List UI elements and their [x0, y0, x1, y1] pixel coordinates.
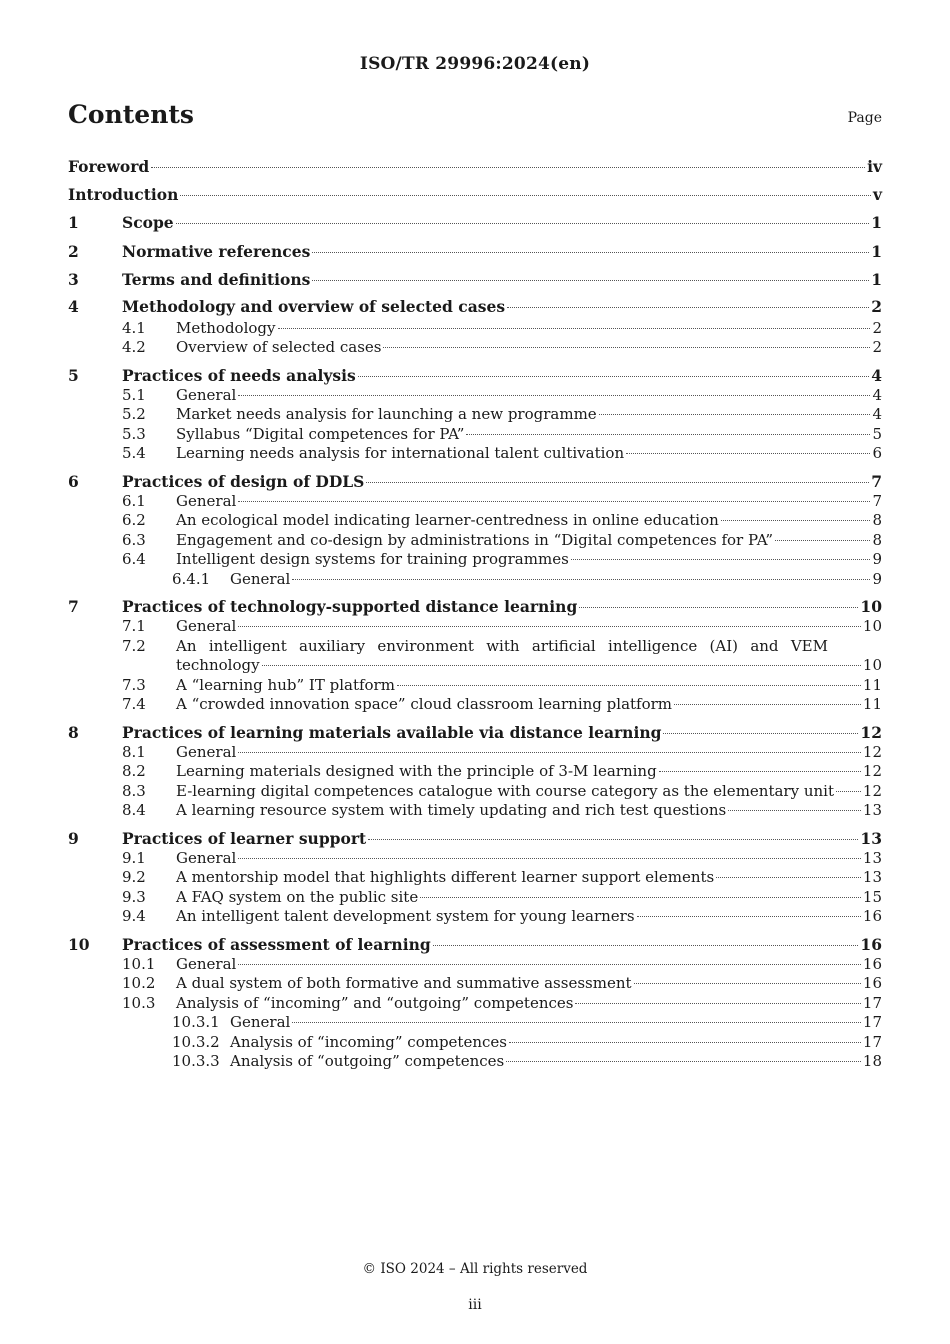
toc-clause-number: 10.3.1: [172, 1013, 220, 1032]
leader-dots: [775, 540, 870, 541]
toc-entry-9-3[interactable]: [68, 888, 882, 908]
leader-dots: [366, 482, 869, 483]
toc-entry-title-line-2: technology: [176, 656, 260, 675]
toc-page-number: 4: [872, 405, 882, 424]
toc-entry-title: General: [176, 954, 237, 973]
toc-entry-7-2[interactable]: [68, 637, 882, 657]
toc-entry-10-3-1[interactable]: [68, 1013, 882, 1033]
toc-entry-title: Methodology and overview of selected cases: [122, 296, 506, 316]
toc-page-number: 12: [860, 722, 882, 742]
toc-entry-title: Engagement and co-design by administrations in “Digital competences for PA”: [176, 530, 773, 549]
toc-entry-10-2[interactable]: [68, 974, 882, 994]
table-of-contents: [68, 153, 882, 1072]
toc-page-number: 16: [860, 934, 882, 954]
toc-page-number: 16: [862, 974, 882, 993]
leader-dots: [433, 945, 859, 946]
toc-entry-title: Foreword: [68, 157, 150, 176]
toc-entry-7-1[interactable]: [68, 617, 882, 637]
toc-clause-number: 7: [68, 597, 79, 617]
leader-dots: [728, 810, 861, 811]
toc-clause-number: 1: [68, 213, 79, 233]
toc-page-number: 2: [872, 338, 882, 357]
toc-entry-1[interactable]: [68, 209, 882, 237]
toc-entry-6-3[interactable]: [68, 531, 882, 551]
toc-entry-6-2[interactable]: [68, 511, 882, 531]
toc-page-number: 1: [871, 241, 882, 261]
toc-entry-title: Analysis of “incoming” and “outgoing” competences: [176, 993, 574, 1012]
toc-entry-foreword[interactable]: [68, 153, 882, 181]
leader-dots: [721, 520, 871, 521]
toc-clause-number: 9: [68, 828, 79, 848]
toc-page-number: 6: [872, 444, 882, 463]
toc-entry-6-1[interactable]: [68, 492, 882, 512]
toc-entry-title: Methodology: [176, 318, 276, 337]
leader-dots: [674, 704, 861, 705]
toc-clause-number: 4: [68, 296, 79, 316]
leader-dots: [836, 791, 861, 792]
toc-entry-8-3[interactable]: [68, 782, 882, 802]
toc-entry-title: A “crowded innovation space” cloud classroom learning platform: [176, 695, 673, 714]
toc-clause-number: 5.4: [122, 444, 146, 463]
toc-entry-title: Syllabus “Digital competences for PA”: [176, 424, 465, 443]
toc-entry-4-2[interactable]: [68, 338, 882, 358]
toc-entry-title: Practices of learner support: [122, 828, 367, 848]
document-id-header: ISO/TR 29996:2024(en): [359, 54, 591, 74]
toc-entry-title: General: [230, 569, 291, 588]
leader-dots: [292, 1022, 861, 1023]
leader-dots: [397, 685, 861, 686]
leader-dots: [571, 559, 871, 560]
toc-clause-number: 6.2: [122, 511, 146, 530]
leader-dots: [292, 579, 870, 580]
toc-page-number: 4: [872, 385, 882, 404]
toc-entry-title: An ecological model indicating learner-centredness in online education: [176, 511, 719, 530]
toc-page-number: 17: [862, 1032, 882, 1051]
toc-page-number: 12: [862, 781, 882, 800]
toc-page-number: 9: [872, 550, 882, 569]
toc-entry-5-1[interactable]: [68, 386, 882, 406]
toc-entry-title: General: [230, 1013, 291, 1032]
copyright-notice: © ISO 2024 – All rights reserved: [362, 1261, 588, 1277]
toc-clause-number: 2: [68, 241, 79, 261]
leader-dots: [507, 307, 869, 308]
toc-entry-7-4[interactable]: [68, 695, 882, 715]
toc-page-number: 7: [871, 471, 882, 491]
toc-clause-number: 4.2: [122, 338, 146, 357]
toc-entry-7[interactable]: [68, 597, 882, 617]
toc-entry-10-3-3[interactable]: [68, 1052, 882, 1072]
toc-entry-2[interactable]: [68, 238, 882, 266]
toc-page-number: 13: [862, 868, 882, 887]
toc-entry-title: Analysis of “incoming” competences: [230, 1032, 507, 1051]
leader-dots: [599, 414, 871, 415]
toc-clause-number: 5.1: [122, 385, 146, 404]
toc-entry-5-4[interactable]: [68, 444, 882, 464]
toc-clause-number: 6: [68, 471, 79, 491]
toc-entry-8-4[interactable]: [68, 801, 882, 821]
toc-entry-title: Analysis of “outgoing” competences: [230, 1052, 505, 1071]
leader-dots: [368, 839, 858, 840]
toc-page-number: 16: [862, 907, 882, 926]
toc-page-number: 11: [862, 675, 882, 694]
toc-clause-number: 10.2: [122, 974, 156, 993]
toc-page-number: 18: [862, 1052, 882, 1071]
toc-entry-10-3[interactable]: [68, 994, 882, 1014]
toc-entry-title: Learning materials designed with the principle of 3-M learning: [176, 762, 657, 781]
toc-page-number: 8: [872, 511, 882, 530]
toc-entry-6-4-1[interactable]: [68, 570, 882, 590]
toc-page-number: 13: [862, 848, 882, 867]
toc-entry-6[interactable]: [68, 472, 882, 492]
toc-entry-8[interactable]: [68, 723, 882, 743]
toc-entry-title: Terms and definitions: [122, 269, 311, 289]
toc-page-number: 9: [872, 569, 882, 588]
toc-entry-9-1[interactable]: [68, 849, 882, 869]
toc-entry-title: Intelligent design systems for training programmes: [176, 550, 569, 569]
toc-entry-8-2[interactable]: [68, 762, 882, 782]
leader-dots: [626, 453, 870, 454]
leader-dots: [579, 607, 858, 608]
toc-entry-title-line-1: An intelligent auxiliary environment with artificial intelligence (AI) and VEM: [176, 636, 828, 655]
leader-dots: [151, 167, 865, 168]
toc-entry-title: Introduction: [68, 185, 179, 205]
toc-entry-3[interactable]: [68, 266, 882, 294]
leader-dots: [278, 328, 871, 329]
toc-clause-number: 10.3: [122, 993, 156, 1012]
toc-entry-5-2[interactable]: [68, 405, 882, 425]
toc-entry-title: Practices of needs analysis: [122, 365, 356, 385]
toc-entry-title: General: [176, 617, 237, 636]
leader-dots: [466, 434, 870, 435]
toc-clause-number: 7.1: [122, 617, 146, 636]
leader-dots: [238, 626, 861, 627]
toc-entry-7-3[interactable]: [68, 676, 882, 696]
toc-page-number: 11: [862, 695, 882, 714]
toc-entry-title: Practices of assessment of learning: [122, 934, 431, 954]
toc-entry-10-1[interactable]: [68, 955, 882, 975]
leader-dots: [637, 916, 861, 917]
toc-entry-title: General: [176, 848, 237, 867]
toc-clause-number: 5.2: [122, 405, 146, 424]
toc-clause-number: 9.2: [122, 868, 146, 887]
toc-entry-9-2[interactable]: [68, 868, 882, 888]
toc-entry-9-4[interactable]: [68, 907, 882, 927]
toc-entry-title: Normative references: [122, 241, 311, 261]
toc-entry-title: E-learning digital competences catalogue with course category as the elementary unit: [176, 781, 834, 800]
toc-entry-title: Scope: [122, 213, 174, 233]
toc-entry-title: Practices of design of DDLS: [122, 471, 365, 491]
toc-entry-title: A dual system of both formative and summative assessment: [176, 974, 632, 993]
leader-dots: [180, 195, 871, 196]
toc-page-number: 10: [862, 617, 882, 636]
page-number: iii: [468, 1297, 482, 1313]
toc-clause-number: 9.1: [122, 848, 146, 867]
toc-clause-number: 8.2: [122, 762, 146, 781]
toc-clause-number: 10.3.2: [172, 1032, 220, 1051]
toc-page-number: 2: [871, 296, 882, 316]
toc-entry-title: Learning needs analysis for international talent cultivation: [176, 444, 625, 463]
toc-entry-introduction[interactable]: [68, 181, 882, 209]
toc-clause-number: 10: [68, 934, 90, 954]
leader-dots: [358, 376, 869, 377]
toc-clause-number: 4.1: [122, 318, 146, 337]
toc-entry-title: A learning resource system with timely updating and rich test questions: [176, 801, 727, 820]
toc-clause-number: 6.4.1: [172, 569, 211, 588]
leader-dots: [383, 347, 870, 348]
toc-entry-4-1[interactable]: [68, 319, 882, 339]
toc-entry-title: Market needs analysis for launching a new programme: [176, 405, 597, 424]
toc-page-number: 13: [860, 828, 882, 848]
toc-entry-title: Practices of technology-supported distance learning: [122, 597, 578, 617]
leader-dots: [176, 223, 870, 224]
toc-page-number: 8: [872, 530, 882, 549]
toc-clause-number: 10.3.3: [172, 1052, 220, 1071]
leader-dots: [238, 395, 870, 396]
toc-entry-title: A mentorship model that highlights different learner support elements: [176, 868, 715, 887]
toc-page-number: 17: [862, 993, 882, 1012]
leader-dots: [312, 280, 869, 281]
toc-page-number: 16: [862, 954, 882, 973]
toc-clause-number: 5: [68, 365, 79, 385]
leader-dots: [238, 501, 870, 502]
toc-page-number: 13: [862, 801, 882, 820]
toc-clause-number: 6.4: [122, 550, 146, 569]
toc-entry-4[interactable]: [68, 294, 882, 319]
toc-clause-number: 7.4: [122, 695, 146, 714]
toc-page-number: 5: [872, 424, 882, 443]
toc-page-number: 1: [871, 213, 882, 233]
toc-clause-number: 6.1: [122, 491, 146, 510]
toc-entry-5[interactable]: [68, 366, 882, 386]
toc-entry-title: General: [176, 491, 237, 510]
leader-dots: [634, 983, 861, 984]
toc-entry-7-2-continued[interactable]: [68, 656, 882, 676]
toc-page-number: 10: [860, 597, 882, 617]
leader-dots: [238, 752, 861, 753]
toc-page-number: 10: [862, 656, 882, 675]
toc-clause-number: 8.3: [122, 781, 146, 800]
leader-dots: [238, 964, 861, 965]
leader-dots: [312, 252, 869, 253]
leader-dots: [659, 771, 861, 772]
toc-page-number: 15: [862, 887, 882, 906]
leader-dots: [238, 858, 861, 859]
toc-clause-number: 8.4: [122, 801, 146, 820]
leader-dots: [663, 733, 858, 734]
toc-clause-number: 7.2: [122, 636, 146, 655]
toc-page-number: 4: [871, 365, 882, 385]
toc-page-number: 17: [862, 1013, 882, 1032]
toc-clause-number: 6.3: [122, 530, 146, 549]
leader-dots: [575, 1003, 860, 1004]
toc-clause-number: 10.1: [122, 954, 156, 973]
leader-dots: [506, 1061, 861, 1062]
toc-clause-number: 3: [68, 269, 79, 289]
toc-entry-title: Practices of learning materials available via distance learning: [122, 722, 662, 742]
toc-entry-title: A “learning hub” IT platform: [176, 675, 395, 694]
toc-entry-title: Overview of selected cases: [176, 338, 382, 357]
toc-entry-10-3-2[interactable]: [68, 1033, 882, 1053]
toc-page-number: 12: [862, 762, 882, 781]
toc-entry-10[interactable]: [68, 935, 882, 955]
toc-page-number: 2: [872, 318, 882, 337]
toc-entry-9[interactable]: [68, 829, 882, 849]
toc-clause-number: 7.3: [122, 675, 146, 694]
toc-clause-number: 8.1: [122, 742, 146, 761]
toc-page-number: 1: [871, 269, 882, 289]
leader-dots: [716, 877, 861, 878]
toc-page-number: 12: [862, 742, 882, 761]
toc-clause-number: 9.4: [122, 907, 146, 926]
page-title: Contents: [68, 100, 195, 129]
toc-entry-title: General: [176, 385, 237, 404]
leader-dots: [420, 897, 861, 898]
toc-entry-8-1[interactable]: [68, 743, 882, 763]
toc-page-number: 7: [872, 491, 882, 510]
toc-clause-number: 5.3: [122, 424, 146, 443]
toc-entry-title: General: [176, 742, 237, 761]
toc-page-number: iv: [867, 157, 882, 176]
toc-entry-5-3[interactable]: [68, 425, 882, 445]
toc-clause-number: 8: [68, 722, 79, 742]
leader-dots: [262, 665, 861, 666]
toc-entry-title: An intelligent talent development system for young learners: [176, 907, 635, 926]
toc-clause-number: 9.3: [122, 887, 146, 906]
toc-entry-title: A FAQ system on the public site: [176, 887, 419, 906]
toc-page-number: v: [872, 185, 882, 205]
page-column-label: Page: [847, 110, 882, 126]
toc-entry-6-4[interactable]: [68, 550, 882, 570]
leader-dots: [509, 1042, 861, 1043]
